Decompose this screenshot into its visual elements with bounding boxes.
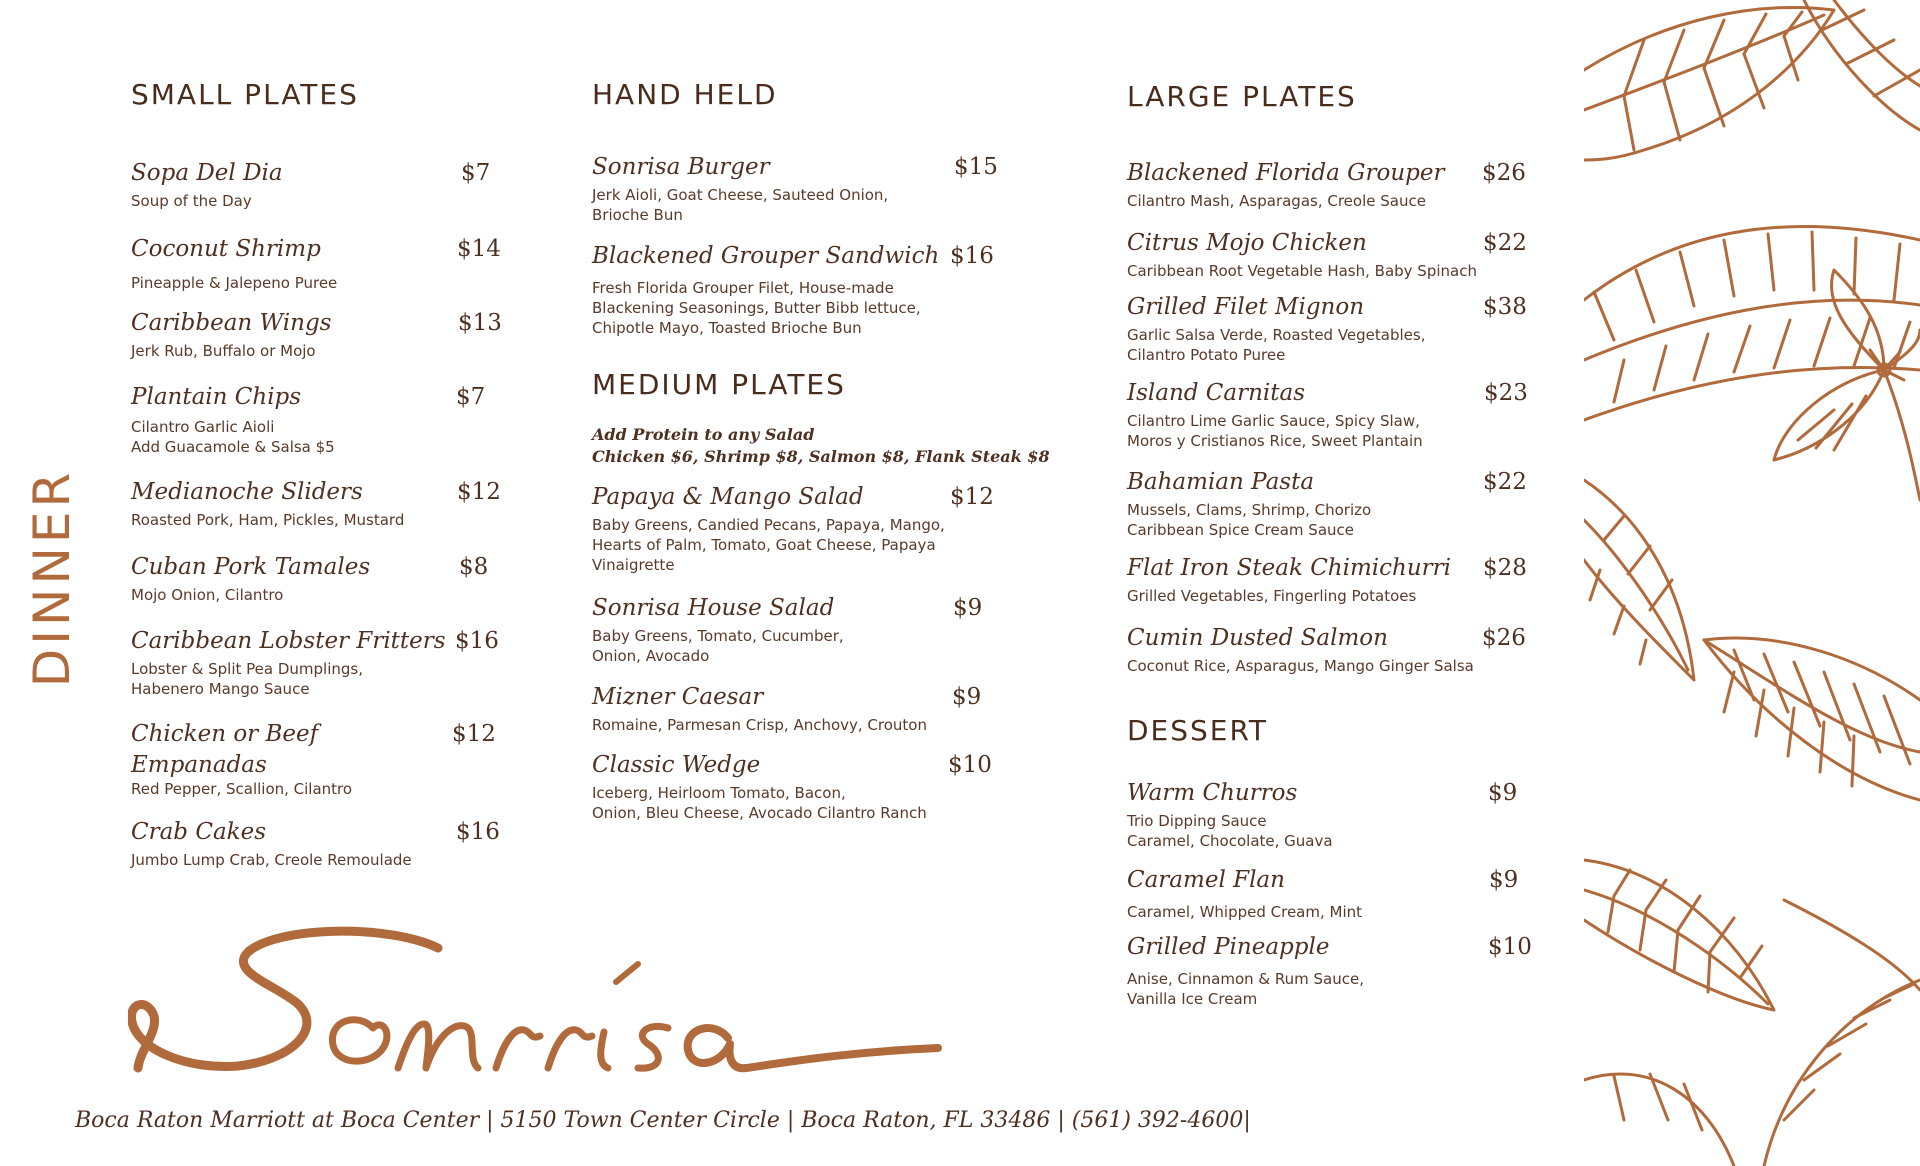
- sonrisa-logo: [128, 920, 948, 1090]
- item-price: $12: [457, 479, 501, 505]
- item-price: $10: [1488, 934, 1532, 960]
- item-description: Grilled Vegetables, Fingerling Potatoes: [1127, 587, 1417, 605]
- item-price: $10: [948, 752, 992, 778]
- section-title: LARGE PLATES: [1127, 80, 1357, 113]
- item-description: Red Pepper, Scallion, Cilantro: [131, 780, 353, 798]
- item-description: Coconut Rice, Asparagus, Mango Ginger Salsa: [1127, 657, 1474, 675]
- item-price: $26: [1482, 160, 1526, 186]
- menu-item: [131, 158, 501, 211]
- item-price: $38: [1483, 294, 1527, 320]
- item-name: Crab Cakes: [131, 819, 267, 845]
- menu-item: [131, 817, 501, 870]
- item-name: Blackened Florida Grouper: [1127, 160, 1445, 186]
- menu-item: [131, 477, 501, 530]
- item-name: Mizner Caesar: [592, 684, 764, 710]
- protein-note: Add Protein to any Salad Chicken $6, Shrimp $8, Salmon $8, Flank Steak $8: [592, 425, 1050, 466]
- item-name: Sonrisa Burger: [592, 154, 770, 180]
- menu-item: [131, 382, 501, 457]
- item-price: $16: [455, 628, 499, 654]
- section-title: HAND HELD: [592, 78, 778, 111]
- item-name: Classic Wedge: [592, 752, 761, 778]
- section-title: MEDIUM PLATES: [592, 368, 846, 401]
- menu-item: [592, 241, 1052, 338]
- menu-item: [1127, 228, 1527, 281]
- tropical-leaves-art: [1584, 0, 1920, 1166]
- item-description: Pineapple & Jalepeno Puree: [131, 274, 338, 292]
- item-price: $23: [1484, 380, 1528, 406]
- item-name: Coconut Shrimp: [131, 236, 321, 262]
- item-description: Caribbean Root Vegetable Hash, Baby Spinach: [1127, 262, 1477, 280]
- menu-item: [592, 593, 1052, 666]
- item-description: Soup of the Day: [131, 192, 252, 210]
- item-price: $14: [457, 236, 501, 262]
- item-name: Caribbean Lobster Fritters: [131, 628, 446, 654]
- item-description: Baby Greens, Candied Pecans, Papaya, Mango, Hearts of Palm, Tomato, Goat Cheese, Papaya Vinaigrette: [592, 516, 945, 574]
- item-price: $22: [1483, 469, 1527, 495]
- item-price: $9: [953, 595, 983, 621]
- item-name: Bahamian Pasta: [1127, 469, 1315, 495]
- menu-item: [592, 750, 1052, 823]
- item-description: Baby Greens, Tomato, Cucumber, Onion, Avocado: [592, 627, 844, 665]
- menu-item: [1127, 553, 1527, 606]
- item-description: Caramel, Whipped Cream, Mint: [1127, 903, 1363, 921]
- menu-item: [131, 552, 501, 605]
- item-name: Citrus Mojo Chicken: [1127, 230, 1367, 256]
- item-name: Grilled Filet Mignon: [1127, 294, 1365, 320]
- item-price: $7: [461, 160, 491, 186]
- item-description: Jumbo Lump Crab, Creole Remoulade: [131, 851, 412, 869]
- menu-item: [592, 152, 1052, 225]
- item-description: Romaine, Parmesan Crisp, Anchovy, Crouton: [592, 716, 927, 734]
- item-price: $16: [950, 243, 994, 269]
- section-title: SMALL PLATES: [131, 78, 359, 111]
- item-price: $12: [452, 721, 496, 747]
- item-name: Cuban Pork Tamales: [131, 554, 371, 580]
- menu-item: [1127, 378, 1527, 451]
- item-description: Roasted Pork, Ham, Pickles, Mustard: [131, 511, 405, 529]
- item-description: Mussels, Clams, Shrimp, Chorizo Caribbean Spice Cream Sauce: [1127, 501, 1372, 539]
- sonrisa-script-logo: [128, 920, 948, 1090]
- item-price: $26: [1482, 625, 1526, 651]
- item-price: $9: [1488, 780, 1518, 806]
- item-description: Fresh Florida Grouper Filet, House-made Blackening Seasonings, Butter Bibb lettuce, Chipotle Mayo, Toasted Brioche Bun: [592, 279, 921, 337]
- item-name: Caribbean Wings: [131, 310, 332, 336]
- item-name: Cumin Dusted Salmon: [1127, 625, 1388, 651]
- item-description: Jerk Aioli, Goat Cheese, Sauteed Onion, Brioche Bun: [592, 186, 889, 224]
- item-description: Mojo Onion, Cilantro: [131, 586, 284, 604]
- item-name: Caramel Flan: [1127, 867, 1285, 893]
- item-description: Anise, Cinnamon & Rum Sauce, Vanilla Ice Cream: [1127, 970, 1364, 1008]
- item-description: Jerk Rub, Buffalo or Mojo: [131, 342, 316, 360]
- footer-address: Boca Raton Marriott at Boca Center | 5150 Town Center Circle | Boca Raton, FL 33486 | (561) 392-4600|: [75, 1108, 1251, 1133]
- item-name: Chicken or Beef Empanadas: [131, 721, 319, 778]
- menu-item: [131, 234, 501, 293]
- item-price: $7: [456, 384, 486, 410]
- menu-item: [1127, 778, 1527, 851]
- item-name: Medianoche Sliders: [131, 479, 363, 505]
- item-name: Warm Churros: [1127, 780, 1298, 806]
- item-price: $15: [954, 154, 998, 180]
- item-price: $8: [459, 554, 489, 580]
- item-description: Lobster & Split Pea Dumplings, Habenero Mango Sauce: [131, 660, 363, 698]
- item-price: $22: [1483, 230, 1527, 256]
- item-description: Trio Dipping Sauce Caramel, Chocolate, Guava: [1127, 812, 1333, 850]
- item-price: $28: [1483, 555, 1527, 581]
- item-price: $16: [456, 819, 500, 845]
- item-name: Grilled Pineapple: [1127, 934, 1330, 960]
- small-plates-section: [131, 78, 502, 869]
- item-price: $12: [950, 484, 994, 510]
- item-description: Cilantro Garlic Aioli Add Guacamole & Salsa $5: [131, 418, 335, 456]
- menu-item: [1127, 623, 1527, 676]
- item-description: Cilantro Mash, Asparagas, Creole Sauce: [1127, 192, 1426, 210]
- item-price: $9: [1489, 867, 1519, 893]
- menu-item: [1127, 932, 1532, 1009]
- item-name: Island Carnitas: [1127, 380, 1306, 406]
- item-name: Plantain Chips: [131, 384, 302, 410]
- menu-item: [1127, 865, 1527, 922]
- item-name: Sopa Del Dia: [131, 160, 283, 186]
- item-description: Cilantro Lime Garlic Sauce, Spicy Slaw, Moros y Cristianos Rice, Sweet Plantain: [1127, 412, 1423, 450]
- menu-item: [131, 626, 501, 699]
- menu-item: [1127, 158, 1527, 211]
- menu-item: [131, 308, 501, 361]
- botanical-leaf-illustration: [1584, 0, 1920, 1166]
- item-price: $13: [458, 310, 502, 336]
- menu-item: [131, 719, 501, 799]
- item-name: Flat Iron Steak Chimichurri: [1127, 555, 1451, 581]
- section-title: DESSERT: [1127, 714, 1269, 747]
- item-name: Blackened Grouper Sandwich: [592, 243, 940, 269]
- menu-item: [1127, 292, 1527, 365]
- menu-item: [592, 482, 1052, 575]
- menu-item: [1127, 467, 1527, 540]
- item-price: $9: [952, 684, 982, 710]
- dinner-side-label: DINNER: [23, 468, 81, 688]
- item-description: Iceberg, Heirloom Tomato, Bacon, Onion, Bleu Cheese, Avocado Cilantro Ranch: [592, 784, 927, 822]
- item-name: Papaya & Mango Salad: [592, 484, 864, 510]
- menu-item: [592, 682, 1052, 735]
- item-description: Garlic Salsa Verde, Roasted Vegetables, Cilantro Potato Puree: [1127, 326, 1426, 364]
- item-name: Sonrisa House Salad: [592, 595, 835, 621]
